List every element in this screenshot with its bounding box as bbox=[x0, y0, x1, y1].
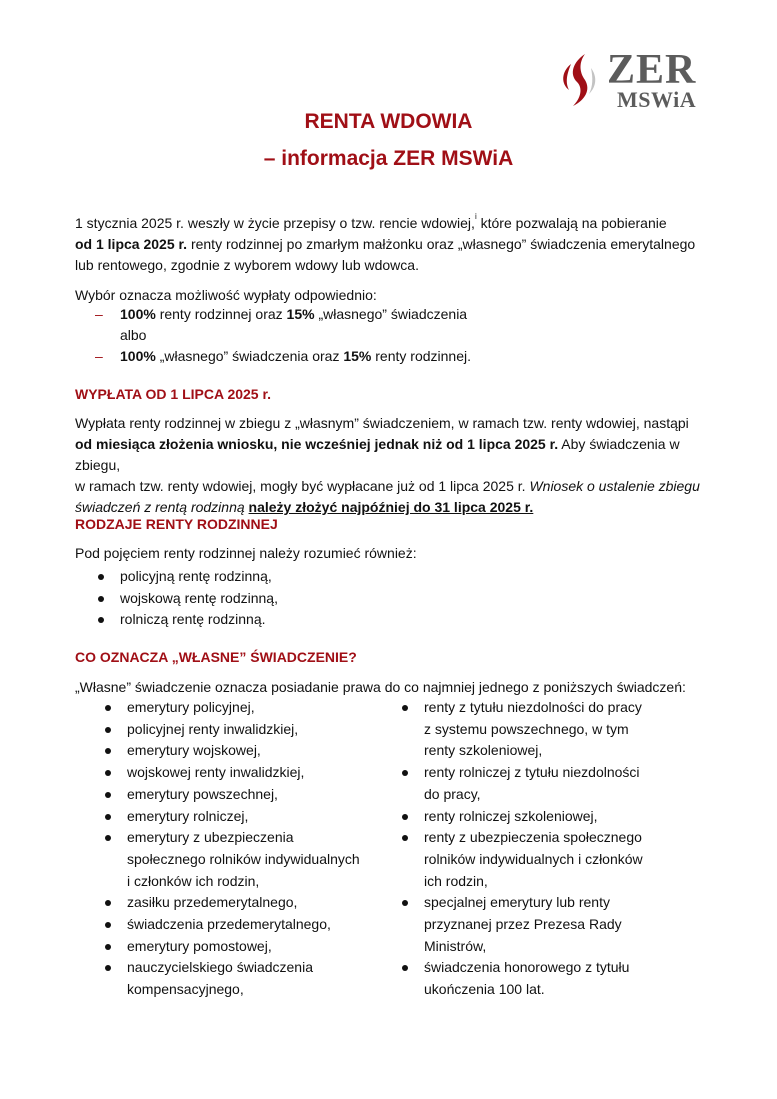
list-item bbox=[102, 806, 372, 828]
list-item bbox=[102, 892, 372, 914]
bullet-icon bbox=[402, 835, 408, 841]
own-benefit-lead: „Własne” świadczenie oznacza posiadanie prawa do co najmniej jednego z poniższych świadczeń: bbox=[75, 679, 686, 695]
choice-or-text: albo bbox=[120, 327, 147, 343]
section-heading-own-benefit: CO OZNACZA „WŁASNE” ŚWIADCZENIE? bbox=[75, 649, 357, 665]
list-item bbox=[102, 762, 372, 784]
footnote-marker: i bbox=[474, 212, 477, 221]
logo-zer-text: ZER bbox=[607, 47, 697, 93]
list-item bbox=[399, 892, 679, 957]
family-pension-list bbox=[95, 566, 278, 631]
own-benefit-list-right bbox=[399, 697, 679, 1001]
list-item-text: emerytury rolniczej, bbox=[127, 807, 249, 824]
list-item-text: policyjnej renty inwalidzkiej, bbox=[127, 720, 299, 737]
list-item-text: zasiłku przedemerytalnego, bbox=[127, 894, 298, 911]
list-item bbox=[102, 784, 372, 806]
bullet-icon bbox=[402, 770, 408, 776]
list-item bbox=[102, 936, 372, 958]
intro-paragraph: 1 stycznia 2025 r. weszły w życie przepisy o tzw. rencie wdowiej,$^i$ które pozwalają na pobieranie od 1 lipca 2025 r. renty rodzinnej po zmarłym małżonku oraz „własnego” świadczenia emerytalnego lub rentowego, zgodnie z wyborem wdowy lub wdowca. bbox=[75, 212, 696, 273]
page-subtitle: – informacja ZER MSWiA bbox=[263, 147, 514, 170]
page-title: RENTA WDOWIA bbox=[304, 110, 473, 133]
list-item-text: nauczycielskiego świadczenia bbox=[127, 959, 313, 976]
flame-emblem-icon bbox=[555, 50, 603, 110]
bullet-icon bbox=[105, 900, 111, 906]
list-item-text: kompensacyjnego, bbox=[127, 981, 244, 998]
own-benefit-list-left bbox=[102, 697, 372, 1001]
list-item-text: świadczenia przedemerytalnego, bbox=[127, 916, 331, 933]
list-item-text: emerytury powszechnej, bbox=[127, 785, 278, 802]
bullet-icon bbox=[402, 900, 408, 906]
bullet-icon bbox=[105, 727, 111, 733]
list-item-text: emerytury pomostowej, bbox=[127, 937, 272, 954]
bullet-icon bbox=[402, 705, 408, 711]
bullet-icon bbox=[105, 965, 111, 971]
list-item-text: renty rolniczej z tytułu niezdolności bbox=[424, 764, 640, 781]
logo-mswia-text: MSWiA bbox=[617, 87, 697, 112]
bullet-icon bbox=[105, 792, 111, 798]
list-item bbox=[102, 827, 372, 892]
section-heading-payment: WYPŁATA OD 1 LIPCA 2025 r. bbox=[75, 386, 272, 402]
section-heading-family-pension-types: RODZAJE RENTY RODZINNEJ bbox=[75, 516, 278, 532]
list-item bbox=[102, 957, 372, 1000]
list-item-text: emerytury policyjnej, bbox=[127, 699, 255, 715]
list-item bbox=[102, 719, 372, 741]
list-item-text: renty rolniczej szkoleniowej, bbox=[424, 807, 598, 824]
list-item-text: ich rodzin, bbox=[424, 872, 488, 889]
list-item-text: renty z ubezpieczenia społecznego bbox=[424, 829, 642, 846]
list-item bbox=[399, 827, 679, 892]
family-pension-lead: Pod pojęciem renty rodzinnej należy rozumieć również: bbox=[75, 545, 417, 561]
list-item-text: przyznanej przez Prezesa Rady bbox=[424, 916, 622, 933]
list-item bbox=[399, 957, 679, 1000]
choice-option: – 100% renty rodzinnej oraz 15% „własnego” świadczenia bbox=[95, 306, 468, 322]
bullet-icon bbox=[98, 596, 104, 602]
bullet-icon bbox=[98, 617, 104, 623]
bullet-icon bbox=[402, 965, 408, 971]
list-item-text: ukończenia 100 lat. bbox=[424, 981, 545, 998]
list-item-text: świadczenia honorowego z tytułu bbox=[424, 959, 630, 976]
list-item-text: Ministrów, bbox=[424, 937, 487, 954]
list-item-text: do pracy, bbox=[424, 785, 481, 802]
list-item-text: i członków ich rodzin, bbox=[127, 872, 260, 889]
bullet-icon bbox=[105, 770, 111, 776]
list-item-text: emerytury z ubezpieczenia bbox=[127, 829, 294, 846]
list-item-text: specjalnej emerytury lub renty bbox=[424, 894, 610, 911]
choice-options-list bbox=[95, 304, 471, 367]
list-item: policyjną rentę rodzinną, bbox=[95, 566, 278, 588]
zer-mswia-logo bbox=[555, 47, 705, 112]
list-item-text: emerytury wojskowej, bbox=[127, 742, 261, 759]
list-item-text: renty szkoleniowej, bbox=[424, 742, 543, 759]
bullet-icon bbox=[402, 814, 408, 820]
payment-paragraph: Wypłata renty rodzinnej w zbiegu z „własnym” świadczeniem, w ramach tzw. renty wdowiej, nastąpi od miesiąca złożenia wniosku, nie wcześniej jednak niż od 1 lipca 2025 r. Aby świadczenia w zbiegu, w ramach tzw. renty wdowiej, mogły być wypłacane już od 1 lipca 2025 r. Wniosek o ustalenie zbiegu świadczeń z rentą rodzinną należy złożyć najpóźniej do 31 lipca 2025 r. bbox=[75, 415, 700, 515]
bullet-icon bbox=[105, 705, 111, 711]
list-item: wojskową rentę rodzinną, bbox=[95, 588, 278, 610]
list-item bbox=[399, 762, 679, 805]
bullet-icon bbox=[98, 574, 104, 580]
bullet-icon bbox=[105, 814, 111, 820]
list-item-text: rolników indywidualnych i członków bbox=[424, 850, 643, 867]
list-item: rolniczą rentę rodzinną. bbox=[95, 609, 278, 631]
list-item bbox=[102, 697, 372, 719]
bullet-icon bbox=[105, 748, 111, 754]
list-item-text: społecznego rolników indywidualnych bbox=[127, 850, 360, 867]
bullet-icon bbox=[105, 922, 111, 928]
choice-option: – 100% „własnego” świadczenia oraz 15% renty rodzinnej. bbox=[95, 348, 471, 364]
bullet-icon bbox=[105, 835, 111, 841]
list-item-text: z systemu powszechnego, w tym bbox=[424, 720, 629, 737]
list-item bbox=[399, 697, 679, 762]
choice-lead: Wybór oznacza możliwość wypłaty odpowiednio: bbox=[75, 287, 377, 303]
list-item bbox=[102, 914, 372, 936]
list-item bbox=[102, 740, 372, 762]
list-item-text: wojskowej renty inwalidzkiej, bbox=[127, 764, 305, 781]
list-item bbox=[399, 806, 679, 828]
bullet-icon bbox=[105, 944, 111, 950]
list-item-text: renty z tytułu niezdolności do pracy bbox=[424, 699, 642, 715]
